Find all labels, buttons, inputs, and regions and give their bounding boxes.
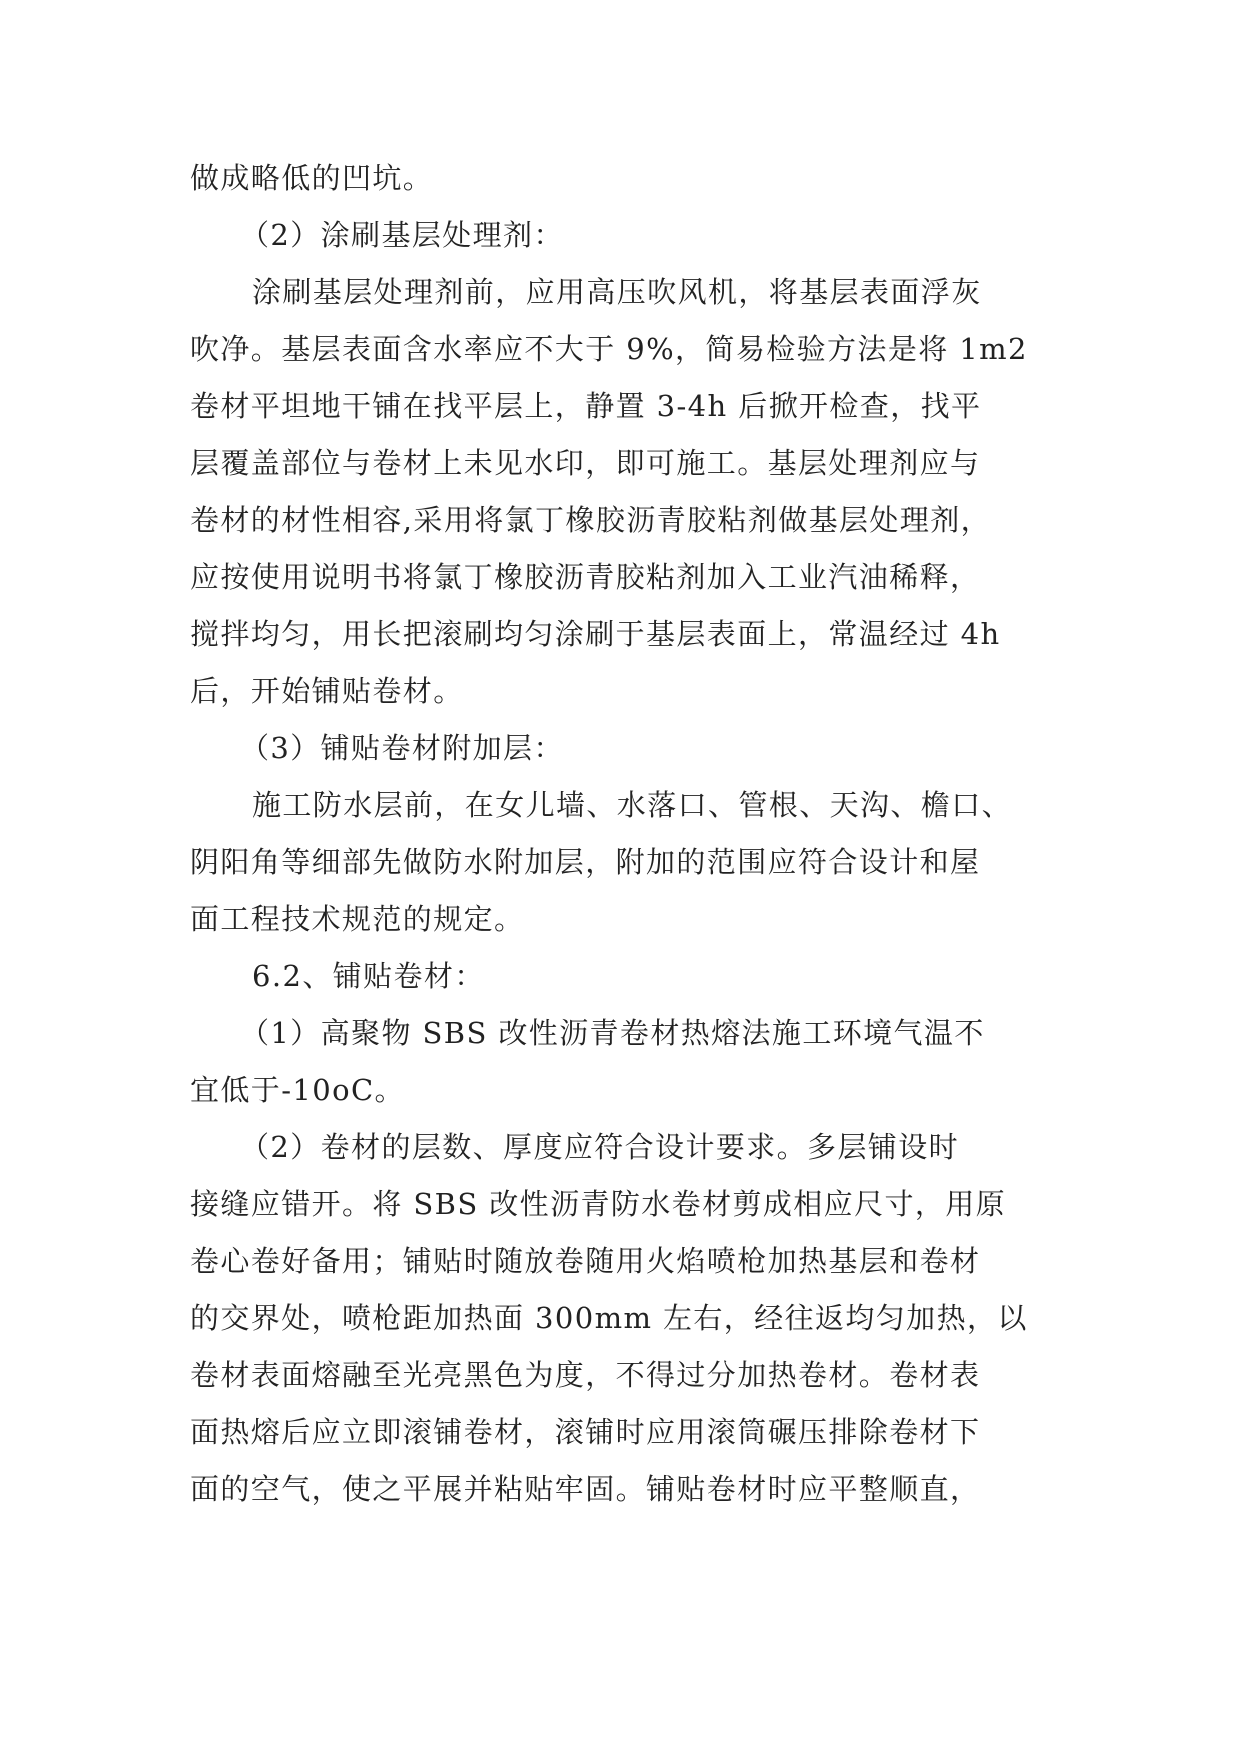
- text-line: （2）卷材的层数、厚度应符合设计要求。多层铺设时: [240, 1130, 960, 1164]
- text-line: 施工防水层前，在女儿墙、水落口、管根、天沟、檐口、: [252, 788, 1013, 822]
- text-line: 6.2、铺贴卷材：: [252, 959, 485, 993]
- text-line: 面热熔后应立即滚铺卷材，滚铺时应用滚筒碾压排除卷材下: [190, 1415, 981, 1449]
- text-line: 吹净。基层表面含水率应不大于 9%，简易检验方法是将 1m2: [190, 332, 1028, 366]
- text-line: 面的空气，使之平展并粘贴牢固。铺贴卷材时应平整顺直，: [190, 1472, 981, 1506]
- text-line: 接缝应错开。将 SBS 改性沥青防水卷材剪成相应尺寸，用原: [190, 1187, 1007, 1221]
- text-line: 涂刷基层处理剂前，应用高压吹风机，将基层表面浮灰: [252, 275, 982, 309]
- text-line: （3）铺贴卷材附加层：: [240, 731, 564, 765]
- text-line: 应按使用说明书将氯丁橡胶沥青胶粘剂加入工业汽油稀释，: [190, 560, 981, 594]
- text-line: 卷材表面熔融至光亮黑色为度，不得过分加热卷材。卷材表: [190, 1358, 981, 1392]
- body-text: [190, 150, 1060, 1518]
- text-line: 卷材平坦地干铺在找平层上，静置 3-4h 后掀开检查，找平: [190, 389, 982, 423]
- text-line: 的交界处，喷枪距加热面 300mm 左右，经往返均匀加热，以: [190, 1301, 1028, 1335]
- text-line: 阴阳角等细部先做防水附加层，附加的范围应符合设计和屋: [190, 845, 981, 879]
- text-line: 面工程技术规范的规定。: [190, 902, 525, 936]
- text-line: （1）高聚物 SBS 改性沥青卷材热熔法施工环境气温不: [240, 1016, 985, 1050]
- text-line: 宜低于-10oC。: [190, 1073, 405, 1107]
- text-line: 层覆盖部位与卷材上未见水印，即可施工。基层处理剂应与: [190, 446, 981, 480]
- text-line: 后，开始铺贴卷材。: [190, 674, 464, 708]
- text-line: 做成略低的凹坑。: [190, 161, 434, 195]
- text-line: 卷心卷好备用；铺贴时随放卷随用火焰喷枪加热基层和卷材: [190, 1244, 981, 1278]
- text-line: （2）涂刷基层处理剂：: [240, 218, 564, 252]
- text-line: 搅拌均匀，用长把滚刷均匀涂刷于基层表面上，常温经过 4h: [190, 617, 1001, 651]
- text-line: 卷材的材性相容,采用将氯丁橡胶沥青胶粘剂做基层处理剂，: [190, 503, 992, 537]
